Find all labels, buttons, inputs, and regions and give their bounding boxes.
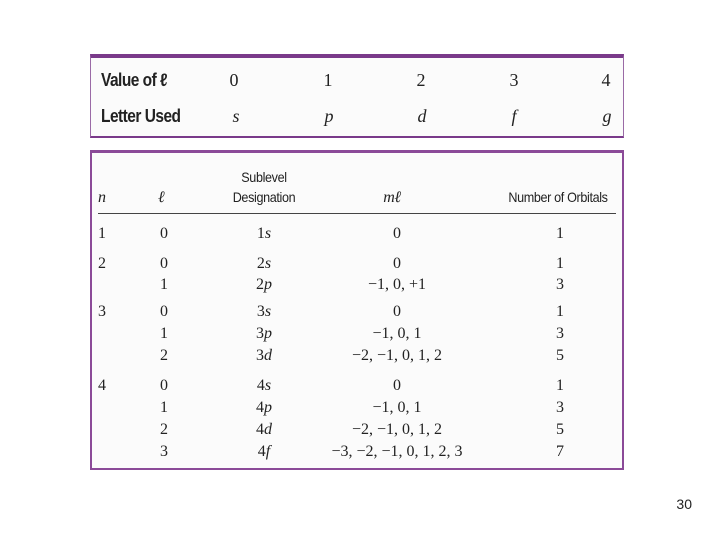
- value-of-l-row: [91, 70, 623, 100]
- quantum-number-table: [90, 150, 624, 470]
- header-n: n: [98, 189, 106, 206]
- l-value: 2: [160, 421, 168, 438]
- sublevel-letter: d: [264, 421, 272, 438]
- sublevel-number: 1: [256, 225, 265, 242]
- sublevel-letter: f: [265, 443, 271, 460]
- n-value: 2: [98, 255, 106, 272]
- header-sublevel: Sublevel: [241, 169, 287, 185]
- sublevel-number: 4: [256, 399, 264, 416]
- orbital-count: 1: [556, 225, 564, 242]
- orbital-count: 3: [556, 325, 564, 342]
- orbital-letter: f: [511, 106, 517, 126]
- sublevel-number: 2: [256, 276, 264, 293]
- ml-values: −2, −1, 0, 1, 2: [351, 347, 443, 364]
- l-value: 0: [160, 303, 168, 320]
- l-value: 2: [416, 70, 426, 90]
- sublevel-designation: [242, 255, 286, 273]
- l-value: 3: [509, 70, 519, 90]
- value-of-l-label: Value of ℓ: [101, 70, 168, 90]
- sublevel-number: 4: [256, 377, 265, 394]
- sublevel-letter: d: [264, 347, 272, 364]
- l-value: 4: [601, 70, 611, 90]
- n-value: 3: [98, 303, 106, 320]
- orbital-letter: d: [417, 106, 427, 126]
- sublevel-letter: s: [264, 303, 272, 320]
- l-value: 2: [160, 347, 168, 364]
- header-l: ℓ: [158, 189, 165, 206]
- l-value: 1: [323, 70, 333, 90]
- orbital-count: 5: [556, 347, 564, 364]
- ml-values: −1, 0, 1: [372, 399, 422, 416]
- n-value: 4: [98, 377, 106, 394]
- sublevel-letter: p: [264, 399, 272, 416]
- l-value: 1: [160, 399, 168, 416]
- sublevel-letter: p: [264, 325, 272, 342]
- sublevel-letter: s: [264, 377, 272, 394]
- ml-values: −2, −1, 0, 1, 2: [351, 421, 443, 438]
- orbital-letter: g: [602, 106, 612, 126]
- n-value: 1: [98, 225, 106, 242]
- sublevel-designation: [242, 443, 286, 461]
- sublevel-letter: p: [264, 276, 272, 293]
- ml-values: 0: [393, 377, 401, 394]
- orbital-count: 1: [556, 377, 564, 394]
- l-value: 1: [160, 276, 168, 293]
- orbital-count: 7: [556, 443, 564, 460]
- slide-number: 30: [676, 496, 692, 512]
- sublevel-designation: [242, 325, 286, 343]
- letter-code-table: [90, 54, 624, 138]
- letter-used-label: Letter Used: [101, 106, 181, 126]
- sublevel-letter: s: [264, 255, 272, 272]
- sublevel-designation: [242, 421, 286, 439]
- sublevel-number: 3: [256, 325, 264, 342]
- header-number-of-orbitals: Number of Orbitals: [508, 189, 608, 205]
- orbital-count: 5: [556, 421, 564, 438]
- orbital-count: 3: [556, 276, 564, 293]
- ml-values: −1, 0, +1: [367, 276, 427, 293]
- orbital-count: 1: [556, 255, 564, 272]
- sublevel-number: 4: [257, 443, 266, 460]
- header-designation: Designation: [232, 189, 296, 205]
- sublevel-number: 3: [256, 303, 265, 320]
- orbital-count: 3: [556, 399, 564, 416]
- sublevel-designation: [242, 399, 286, 417]
- sublevel-letter: s: [264, 225, 272, 242]
- sublevel-designation: [242, 303, 286, 321]
- sublevel-designation: [242, 347, 286, 365]
- sublevel-designation: [242, 225, 286, 243]
- l-value: 0: [160, 377, 168, 394]
- sublevel-designation: [242, 377, 286, 395]
- l-value: 0: [160, 225, 168, 242]
- header-divider: [98, 213, 616, 214]
- ml-values: 0: [393, 225, 401, 242]
- l-value: 3: [160, 443, 168, 460]
- orbital-letter: s: [232, 106, 240, 126]
- sublevel-number: 4: [256, 421, 264, 438]
- sublevel-number: 3: [256, 347, 264, 364]
- header-ml: mℓ: [383, 189, 401, 206]
- l-value: 0: [160, 255, 168, 272]
- orbital-count: 1: [556, 303, 564, 320]
- ml-values: −3, −2, −1, 0, 1, 2, 3: [331, 443, 463, 460]
- ml-values: −1, 0, 1: [372, 325, 422, 342]
- letter-used-row: [91, 106, 623, 136]
- sublevel-number: 2: [256, 255, 265, 272]
- sublevel-designation: [242, 276, 286, 294]
- orbital-letter: p: [324, 106, 334, 126]
- l-value: 1: [160, 325, 168, 342]
- l-value: 0: [229, 70, 239, 90]
- ml-values: 0: [393, 255, 401, 272]
- ml-values: 0: [393, 303, 401, 320]
